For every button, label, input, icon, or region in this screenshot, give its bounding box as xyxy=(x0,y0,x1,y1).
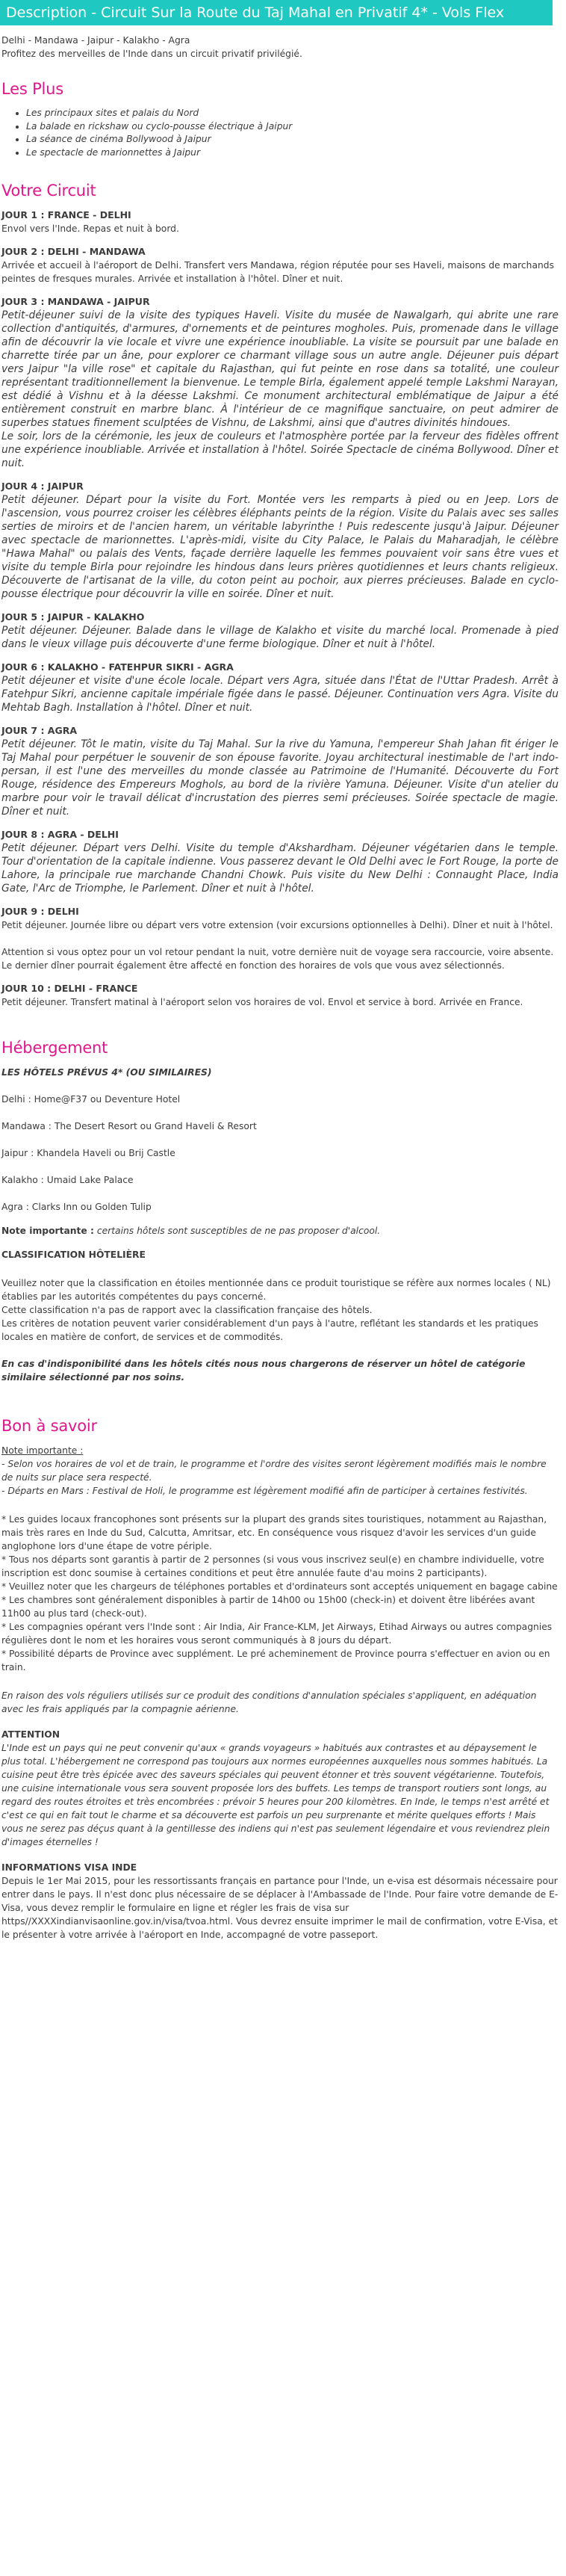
day-block xyxy=(1,828,559,895)
day-text: Arrivée et accueil à l'aéroport de Delhi. Transfert vers Mandawa, région réputée pour ses Haveli, maisons de marchands peintes de fresques murales. Arrivée et installation à l'hôtel. Dîner et nuit. xyxy=(1,260,555,284)
classification-text: Veuillez noter que la classification en étoiles mentionnée dans ce produit touristique se réfère aux normes locales ( NL) établies par les autorités compétentes du pays concerné. Cette classification n'a pas de rapport avec la classification française des hôtels. Les critères de notation peuvent varier considérablement d'un pays à l'autre, reflétant les standards et les pratiques locales en matière de confort, de services et de commodités. xyxy=(1,1278,551,1342)
cancellation-text: En raison des vols réguliers utilisés sur ce produit des conditions d'annulation spéciales s'appliquent, en adéquation avec les frais appliqués par la compagnie aérienne. xyxy=(1,1690,537,1714)
day-block xyxy=(1,611,559,651)
day-title: JOUR 10 : DELHI - FRANCE xyxy=(1,983,138,994)
day-title: JOUR 7 : AGRA xyxy=(1,725,78,736)
day-block xyxy=(1,295,559,470)
day-title: JOUR 5 : JAIPUR - KALAKHO xyxy=(1,611,145,623)
section-heading-circuit: Votre Circuit xyxy=(1,182,96,200)
visa-title: INFORMATIONS VISA INDE xyxy=(1,1862,137,1873)
list-item: • La séance de cinéma Bollywood à Jaipur xyxy=(26,133,559,146)
day-block xyxy=(1,661,559,714)
classification-title: CLASSIFICATION HÔTELIÈRE xyxy=(1,1250,146,1260)
list-item: • Le spectacle de marionnettes à Jaipur xyxy=(26,146,559,160)
day-text: Petit déjeuner. Transfert matinal à l'aéroport selon vos horaires de vol. Envol et service à bord. Arrivée en France. xyxy=(1,997,523,1007)
day-title: JOUR 2 : DELHI - MANDAWA xyxy=(1,246,146,257)
day-block xyxy=(1,982,559,1009)
section-heading-plus: Les Plus xyxy=(1,80,64,98)
day-text: Petit déjeuner. Tôt le matin, visite du Taj Mahal. Sur la rive du Yamuna, l'empereur Shah Jahan fit ériger le Taj Mahal pour perpétuer le souvenir de son épouse favorite. Joyau architectural inestimable de l'art indo-persan, il est l'une des merveilles du monde classée au Patrimoine de l'Humanité. Découverte du Fort Rouge, résidence des Empereurs Moghols, au bord de la rivière Yamuna. Déjeuner. Visite d'un atelier du marbre pour voir le travail délicat d'incrustation des pierres semi précieuses. Soirée spectacle de magie. Dîner et nuit. xyxy=(1,738,559,818)
day-title: JOUR 8 : AGRA - DELHI xyxy=(1,829,119,840)
section-heading-bon-a-savoir: Bon à savoir xyxy=(1,1417,97,1435)
day-text: Petit déjeuner. Journée libre ou départ vers votre extension (voir excursions optionnelles à Delhi). Dîner et nuit à l'hôtel. Attention si vous optez pour un vol retour pendant la nuit, votre dernière nuit de voyage sera raccourcie, voire absente. Le dernier dîner pourrait également être affecté en fonction des horaires de vols que vous avez sélectionnés. xyxy=(1,920,554,971)
plus-list xyxy=(1,107,559,159)
tagline-text: Profitez des merveilles de l'Inde dans un circuit privatif privilégié. xyxy=(1,48,302,59)
route-text: Delhi - Mandawa - Jaipur - Kalakho - Agra xyxy=(1,35,190,46)
day-text: Envol vers l'Inde. Repas et nuit à bord. xyxy=(1,223,179,234)
day-title: JOUR 1 : FRANCE - DELHI xyxy=(1,209,131,220)
day-title: JOUR 4 : JAIPUR xyxy=(1,481,84,492)
day-block xyxy=(1,209,559,235)
day-title: JOUR 6 : KALAKHO - FATEHPUR SIKRI - AGRA xyxy=(1,661,234,673)
visa-text: Depuis le 1er Mai 2015, pour les ressortissants français en partance pour l'Inde, un e-visa est désormais nécessaire pour entrer dans le pays. Il n'est donc plus nécessaire de se déplacer à l'Ambassade de l'Inde. Pour faire votre demande de E-Visa, vous devez remplir le formulaire en ligne et régler les frais de visa sur https//XXXXindianvisaonline.gov.in/visa/tvoa.html. Vous devrez ensuite imprimer le mail de confirmation, votre E-Visa, et le présenter à votre arrivée à l'aéroport en Inde, accompagné de votre passeport. xyxy=(1,1876,559,1940)
unavailability-text: En cas d'indisponibilité dans les hôtels cités nous nous chargerons de réserver un hôtel de catégorie similaire sélectionné par nos soins. xyxy=(1,1359,526,1383)
day-block xyxy=(1,245,559,285)
page-title: Description - Circuit Sur la Route du Taj Mahal en Privatif 4* - Vols Flex xyxy=(0,0,553,25)
day-block xyxy=(1,905,559,972)
day-title: JOUR 9 : DELHI xyxy=(1,906,79,917)
day-text: Petit déjeuner et visite d'une école locale. Départ vers Agra, située dans l'État de l'Uttar Pradesh. Arrêt à Fatehpur Sikri, ancienne capitale impériale figée dans le passé. Déjeuner. Continuation vers Agra. Visite du Mehtab Bagh. Installation à l'hôtel. Dîner et nuit. xyxy=(1,675,559,714)
attention-text: L'Inde est un pays qui ne peut convenir qu'aux « grands voyageurs » habitués aux contrastes et au dépaysement le plus total. L'hébergement ne correspond pas toujours aux normes européennes auxquelles nous sommes habitués. La cuisine peut être très épicée avec des saveurs spéciales qui peuvent étonner et très souvent végétarienne. Toutefois, une cuisine internationale vous sera souvent proposée lors des buffets. Les temps de transport routiers sont longs, au regard des routes étroites et très encombrées : prévoir 5 heures pour 200 kilomètres. En Inde, le temps n'est arrêté et c'est ce qui en fait tout le charme et sa découverte est parfois un peu surprenante et mérite quelques efforts ! Mais vous ne serez pas déçus quant à la gentillesse des indiens qui n'est pas seulement légendaire et vous reviendrez plein d'images éternelles ! xyxy=(1,1743,550,1847)
day-text: Petit déjeuner. Départ vers Delhi. Visite du temple d'Akshardham. Déjeuner végétarien dans le temple. Tour d'orientation de la capitale indienne. Vous passerez devant le Old Delhi avec le Fort Rouge, la porte de Lahore, la principale rue marchande Chandni Chowk. Puis visite du New Delhi : Connaught Place, India Gate, l'Arc de Triomphe, le Parlement. Dîner et nuit à l'hôtel. xyxy=(1,842,559,895)
conditions-text: * Les guides locaux francophones sont présents sur la plupart des grands sites touristiques, notamment au Rajasthan, mais très rares en Inde du Sud, Calcutta, Amritsar, etc. En conséquence vous risquez d'avoir les services d'un guide anglophone lors d'une étape de votre périple. * Tous nos départs sont garantis à partir de 2 personnes (si vous vous inscrivez seul(e) en chambre individuelle, votre inscription est donc soumise à certaines conditions et peut être annulée faute d'au moins 2 participants). * Veuillez noter que les chargeurs de téléphones portables et d'ordinateurs sont acceptés uniquement en bagage cabine * Les chambres sont généralement disponibles à partir de 14h00 ou 15h00 (check-in) et doivent être libérées avant 11h00 au plus tard (check-out). * Les compagnies opérant vers l'Inde sont : Air India, Air France-KLM, Jet Airways, Etihad Airways ou autres compagnies régulières dont le nom et les horaires vous seront communiqués à 8 jours du départ. * Possibilité départs de Province avec supplément. Le pré acheminement de Province pourra s'effectuer en avion ou en train. xyxy=(1,1514,558,1672)
note-items: - Selon vos horaires de vol et de train, le programme et l'ordre des visites seront légèrement modifiés mais le nombre de nuits sur place sera respecté. - Départs en Mars : Festival de Holi, le programme est légèrement modifié afin de participer à certaines festivités. xyxy=(1,1459,547,1496)
day-block xyxy=(1,724,559,818)
hotels-note xyxy=(1,1224,559,1238)
attention-title: ATTENTION xyxy=(1,1729,60,1740)
note-label: Note importante : xyxy=(1,1226,94,1236)
list-item: • La balade en rickshaw ou cyclo-pousse électrique à Jaipur xyxy=(26,120,559,134)
note-text: certains hôtels sont susceptibles de ne pas proposer d'alcool. xyxy=(93,1226,381,1236)
hotels-list xyxy=(1,1079,559,1214)
day-title: JOUR 3 : MANDAWA - JAIPUR xyxy=(1,296,150,307)
hotel-line: Kalakho : Umaid Lake Palace xyxy=(1,1175,134,1185)
hotel-line: Agra : Clarks Inn ou Golden Tulip xyxy=(1,1202,152,1212)
hotel-line: Jaipur : Khandela Haveli ou Brij Castle xyxy=(1,1148,175,1158)
content xyxy=(0,34,559,1942)
list-item: • Les principaux sites et palais du Nord xyxy=(26,107,559,120)
day-block xyxy=(1,480,559,601)
section-heading-hebergement: Hébergement xyxy=(1,1039,108,1057)
day-text: Petit déjeuner. Déjeuner. Balade dans le village de Kalakho et visite du marché local. Promenade à pied dans le vieux village puis découverte d'une ferme biologique. Dîner et nuit à l'hôtel. xyxy=(1,625,559,650)
day-text: Petit déjeuner. Départ pour la visite du Fort. Montée vers les remparts à pied ou en Jeep. Lors de l'ascension, vous pourrez croiser les célèbres éléphants peints de la région. Visite du Palais avec ses salles serties de miroirs et de l'ancien harem, un véritable labyrinthe ! Puis redescente jusqu'à Jaipur. Déjeuner avec spectacle de marionnettes. L'après-midi, visite du City Palace, le Palais du Maharadjah, le célèbre "Hawa Mahal" ou palais des Vents, façade derrière laquelle les femmes pouvaient voir sans être vues et visite du temple Birla pour rejoindre les hindous dans leurs prières quotidiennes et leurs chants religieux. Découverte de l'artisanat de la ville, du coton peint au pochoir, aux pierres précieuses. Balade en cyclo-pousse électrique pour découvrir la ville en soirée. Dîner et nuit. xyxy=(1,494,559,600)
day-text: Petit-déjeuner suivi de la visite des typiques Haveli. Visite du musée de Nawalgarh, qui abrite une rare collection d'antiquités, d'armures, d'ornements et de peintures mogholes. Puis, promenade dans le village afin de découvrir la vie locale et vivre une expérience inoubliable. La visite se poursuit par une balade en charrette tirée par un âne, pour explorer ce charmant village sous un autre angle. Déjeuner puis départ vers Jaipur "la ville rose" et capitale du Rajasthan, qui fut peinte en rose dans sa totalité, une couleur représentant traditionnellement la bienvenue. Le temple Birla, également appelé temple Lakshmi Narayan, est dédié à Vishnu et à la déesse Lakshmi. Ce monument architectural emblématique de Jaipur a été entièrement construit en marbre blanc. À l'intérieur de ce magnifique sanctuaire, on peut admirer de superbes statues finement sculptées de Vishnu, de Lakshmi, ainsi que d'autres divinités hindoues. Le soir, lors de la cérémonie, les jeux de couleurs et l'atmosphère portée par la ferveur des fidèles offrent une expérience inoubliable. Arrivée et installation à l'hôtel. Soirée Spectacle de cinéma Bollywood. Dîner et nuit. xyxy=(1,309,559,469)
hotel-line: Mandawa : The Desert Resort ou Grand Haveli & Resort xyxy=(1,1121,257,1131)
hotels-title: LES HÔTELS PRÉVUS 4* (OU SIMILAIRES) xyxy=(1,1067,212,1078)
note-label: Note importante : xyxy=(1,1445,84,1456)
hotel-line: Delhi : Home@F37 ou Deventure Hotel xyxy=(1,1094,181,1105)
